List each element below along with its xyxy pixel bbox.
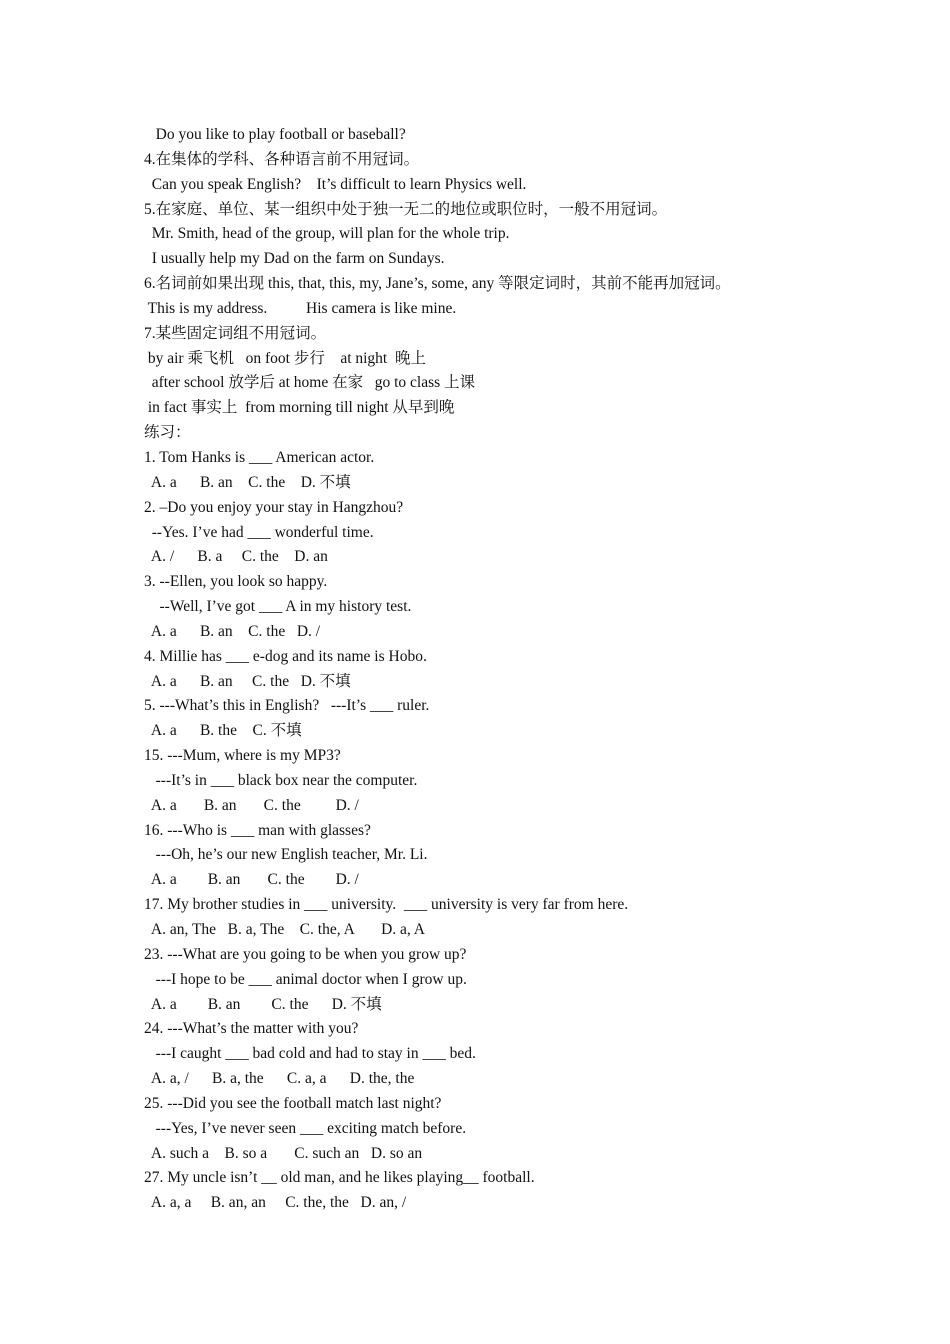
question-line: ---I hope to be ___ animal doctor when I grow up. — [144, 970, 467, 988]
document-page — [0, 123, 950, 1216]
example-line: Can you speak English? It’s difficult to learn Physics well. — [144, 175, 527, 193]
rule-heading: 7.某些固定词组不用冠词。 — [144, 324, 327, 342]
question-line: ---Oh, he’s our new English teacher, Mr. Li. — [144, 846, 428, 864]
options-line: A. a B. an C. the D. 不填 — [144, 473, 351, 491]
question-line: 25. ---Did you see the football match last night? — [144, 1094, 442, 1112]
rule-heading: 4.在集体的学科、各种语言前不用冠词。 — [144, 150, 420, 168]
question-line: 3. --Ellen, you look so happy. — [144, 573, 328, 591]
options-line: A. a, a B. an, an C. the, the D. an, / — [144, 1194, 407, 1212]
exercise-heading: 练习： — [144, 424, 191, 442]
options-line: A. a B. an C. the D. / — [144, 622, 321, 640]
example-line: I usually help my Dad on the farm on Sundays. — [144, 250, 445, 268]
question-line: 15. ---Mum, where is my MP3? — [144, 747, 341, 765]
options-line: A. a B. an C. the D. / — [144, 871, 359, 889]
example-line: Mr. Smith, head of the group, will plan for the whole trip. — [144, 225, 510, 243]
options-line: A. an, The B. a, The C. the, A D. a, A — [144, 921, 425, 938]
text-line: Do you like to play football or baseball? — [144, 126, 406, 143]
question-line: --Yes. I’ve had ___ wonderful time. — [144, 523, 374, 541]
options-line: A. a B. the C. 不填 — [144, 722, 302, 740]
question-line: 4. Millie has ___ e-dog and its name is Hobo. — [144, 647, 427, 665]
options-line: A. a B. an C. the D. / — [144, 796, 359, 814]
example-line: This is my address. His camera is like mine. — [144, 299, 457, 317]
question-line: 2. –Do you enjoy your stay in Hangzhou? — [144, 498, 404, 516]
question-line: 17. My brother studies in ___ university. ___ university is very far from here. — [144, 896, 629, 914]
options-line: A. a B. an C. the D. 不填 — [144, 995, 382, 1013]
question-line: 5. ---What’s this in English? ---It’s ___ ruler. — [144, 697, 430, 715]
question-line: 24. ---What’s the matter with you? — [144, 1020, 359, 1038]
question-line: ---It’s in ___ black box near the computer. — [144, 771, 418, 789]
rule-heading: 5.在家庭、单位、某一组织中处于独一无二的地位或职位时，一般不用冠词。 — [144, 200, 668, 218]
options-line: A. / B. a C. the D. an — [144, 548, 328, 566]
question-line: 16. ---Who is ___ man with glasses? — [144, 821, 371, 839]
question-line: ---I caught ___ bad cold and had to stay in ___ bed. — [144, 1045, 476, 1063]
rule-heading: 6.名词前如果出现 this, that, this, my, Jane’s, some, any 等限定词时，其前不能再加冠词。 — [144, 275, 731, 293]
options-line: A. such a B. so a C. such an D. so an — [144, 1144, 423, 1162]
question-line: --Well, I’ve got ___ A in my history test. — [144, 598, 412, 616]
question-line: ---Yes, I’ve never seen ___ exciting match before. — [144, 1119, 467, 1137]
question-line: 27. My uncle isn’t __ old man, and he likes playing__ football. — [144, 1169, 535, 1187]
example-line: by air 乘飞机 on foot 步行 at night 晚上 — [144, 349, 426, 367]
example-line: after school 放学后 at home 在家 go to class 上课 — [144, 374, 476, 392]
question-line: 1. Tom Hanks is ___ American actor. — [144, 448, 375, 466]
options-line: A. a B. an C. the D. 不填 — [144, 672, 351, 690]
options-line: A. a, / B. a, the C. a, a D. the, the — [144, 1070, 415, 1088]
example-line: in fact 事实上 from morning till night 从早到晚 — [144, 399, 455, 417]
question-line: 23. ---What are you going to be when you grow up? — [144, 945, 467, 963]
